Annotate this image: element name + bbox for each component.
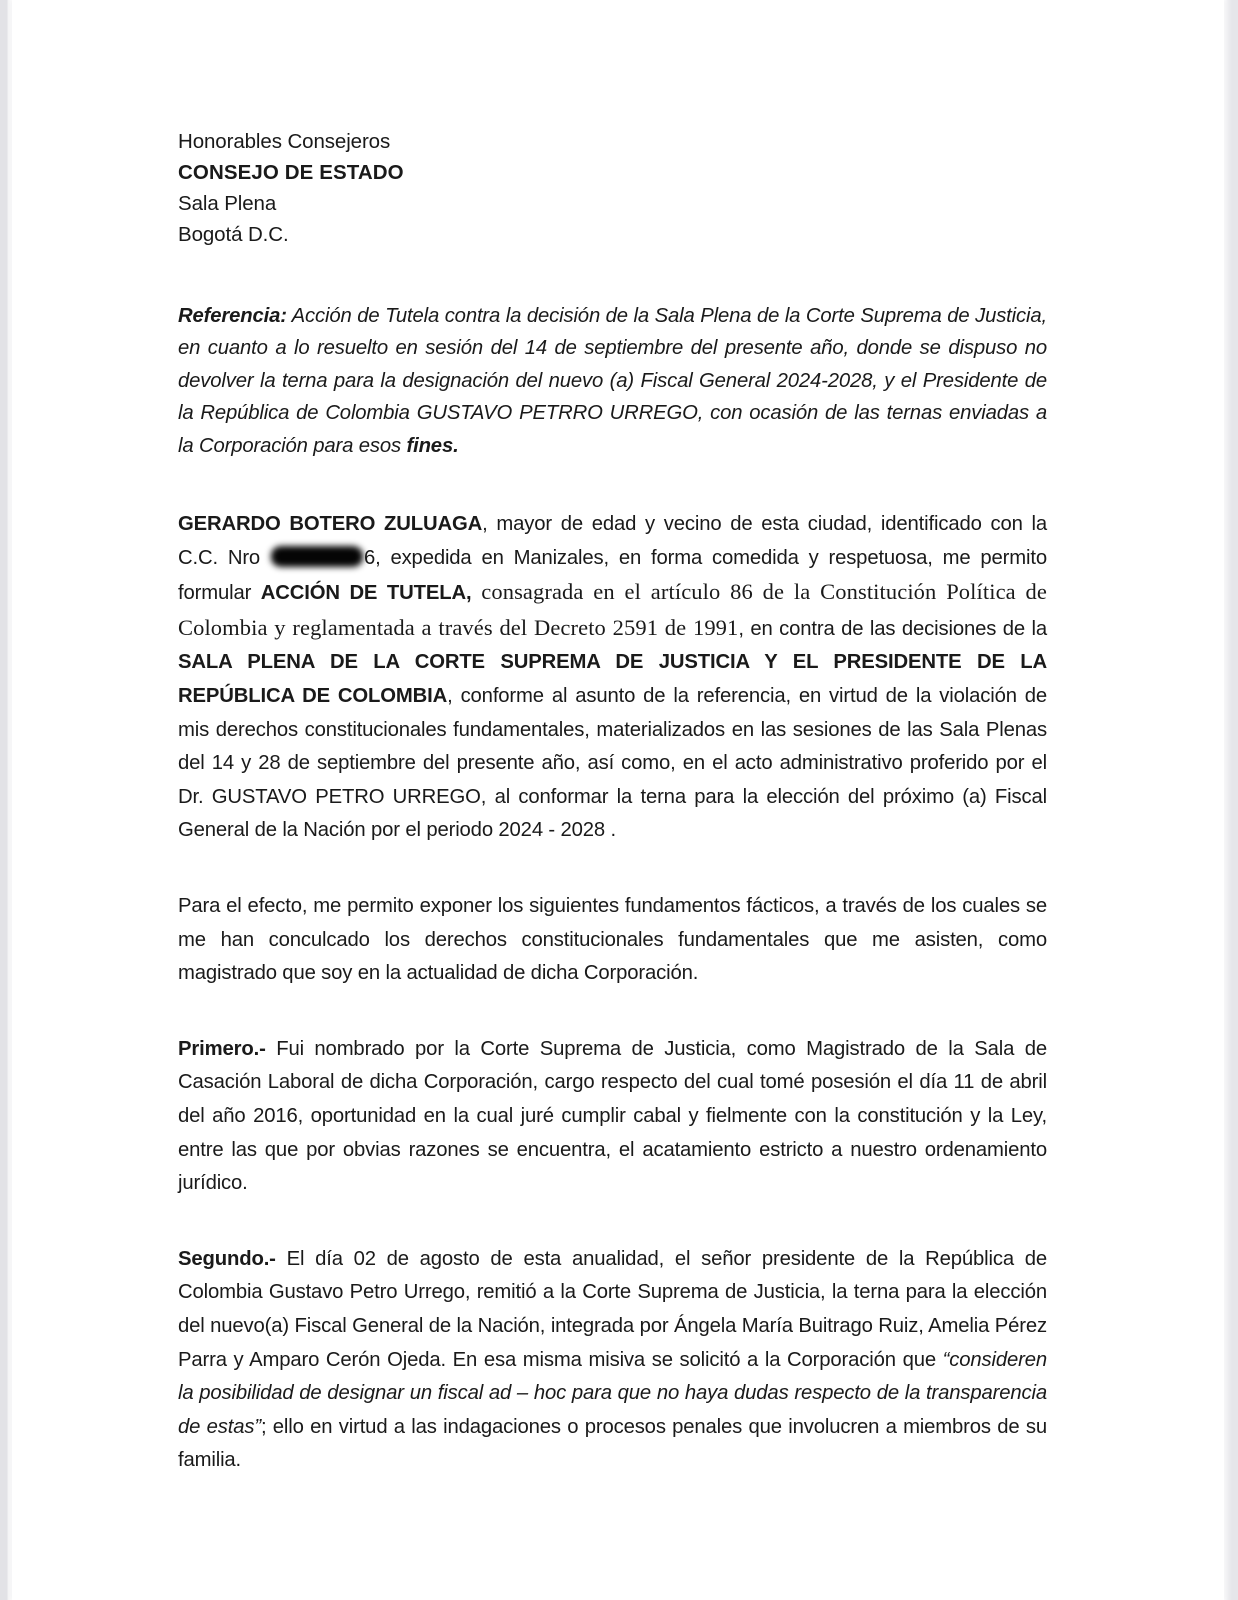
addressee-block	[178, 126, 1047, 250]
identification-paragraph	[178, 508, 1047, 848]
redacted-id-number	[271, 546, 363, 567]
reference-paragraph	[178, 300, 1047, 462]
addressee-line-city: Bogotá D.C.	[178, 223, 289, 246]
identification-segment-2: 6, expedida en Manizales, en forma comedida y respetuosa, me permito formular	[178, 546, 1047, 605]
document-body	[178, 126, 1047, 1498]
primero-paragraph	[178, 1033, 1047, 1201]
identification-segment-1: , mayor de edad y vecino de esta ciudad, identificado con la C.C. Nro	[178, 513, 1047, 569]
respondent-entities: SALA PLENA DE LA CORTE SUPREMA DE JUSTICIA Y EL PRESIDENTE DE LA REPÚBLICA DE COLOMBIA	[178, 651, 1047, 707]
addressee-line-consejo-de-estado: CONSEJO DE ESTADO	[178, 161, 404, 184]
segundo-paragraph	[178, 1243, 1047, 1478]
segundo-text-after-quote: ; ello en virtud a las indagaciones o procesos penales que involucren a miembros de su familia.	[178, 1415, 1047, 1472]
reference-text: Acción de Tutela contra la decisión de la Sala Plena de la Corte Suprema de Justicia, en cuanto a lo resuelto en sesión del 14 de septiembre del presente año, donde se dispuso no devolver la terna para la designación del nuevo (a) Fiscal General 2024-2028, y el Presidente de la República de Colombia GUSTAVO PETRRO URREGO, con ocasión de las ternas enviadas a la Corporación para esos	[178, 305, 1047, 457]
efecto-text: Para el efecto, me permito exponer los siguientes fundamentos fácticos, a través de los cuales se me han conculcado los derechos constitucionales fundamentales que me asisten, como magistrado que soy en la actualidad de dicha Corporación.	[178, 894, 1047, 985]
reference-label: Referencia:	[178, 305, 287, 327]
identification-segment-5: , conforme al asunto de la referencia, en virtud de la violación de mis derechos constitucionales fundamentales, materializados en las sesiones de las Sala Plenas del 14 y 28 de septiembre del presente año, así como, en el acto administrativo proferido por el Dr. GUSTAVO PETRO URREGO, al conformar la terna para la elección del próximo (a) Fiscal General de la Nación por el periodo 2024 - 2028 .	[178, 685, 1048, 842]
segundo-label: Segundo.-	[178, 1247, 276, 1270]
primero-label: Primero.-	[178, 1037, 266, 1060]
addressee-line-sala-plena: Sala Plena	[178, 192, 277, 215]
primero-text: Fui nombrado por la Corte Suprema de Justicia, como Magistrado de la Sala de Casación Laboral de dicha Corporación, cargo respecto del cual tomé posesión el día 11 de abril del año 2016, oportunidad en la cual juré cumplir cabal y fielmente con la constitución y la Ley, entre las que por obvias razones se encuentra, el acatamiento estricto a nuestro ordenamiento jurídico.	[178, 1037, 1047, 1195]
accion-de-tutela-label: ACCIÓN DE TUTELA,	[260, 582, 472, 605]
addressee-line-honorables: Honorables Consejeros	[178, 130, 391, 153]
reference-text-end: fines.	[406, 434, 459, 457]
segundo-text-before-quote: El día 02 de agosto de esta anualidad, el señor presidente de la República de Colombia Gustavo Petro Urrego, remitió a la Corte Suprema de Justicia, la terna para la elección del nuevo(a) Fiscal General de la Nación, integrada por Ángela María Buitrago Ruiz, Amelia Pérez Parra y Amparo Cerón Ojeda. En esa misma misiva se solicitó a la Corporación que	[178, 1247, 1047, 1371]
identification-segment-4: , en contra de las decisiones de la	[738, 617, 1047, 640]
identification-legal-basis: consagrada en el artículo 86 de la Constitución Política de Colombia y reglamentada a través del Decreto 2591 de 1991	[178, 579, 1047, 640]
document-page	[12, 0, 1224, 1600]
efecto-paragraph	[178, 890, 1047, 991]
petitioner-name: GERARDO BOTERO ZULUAGA	[178, 513, 483, 536]
segundo-quoted-text: “consideren la posibilidad de designar un fiscal ad – hoc para que no haya dudas respecto de la transparencia de estas”	[178, 1348, 1047, 1438]
